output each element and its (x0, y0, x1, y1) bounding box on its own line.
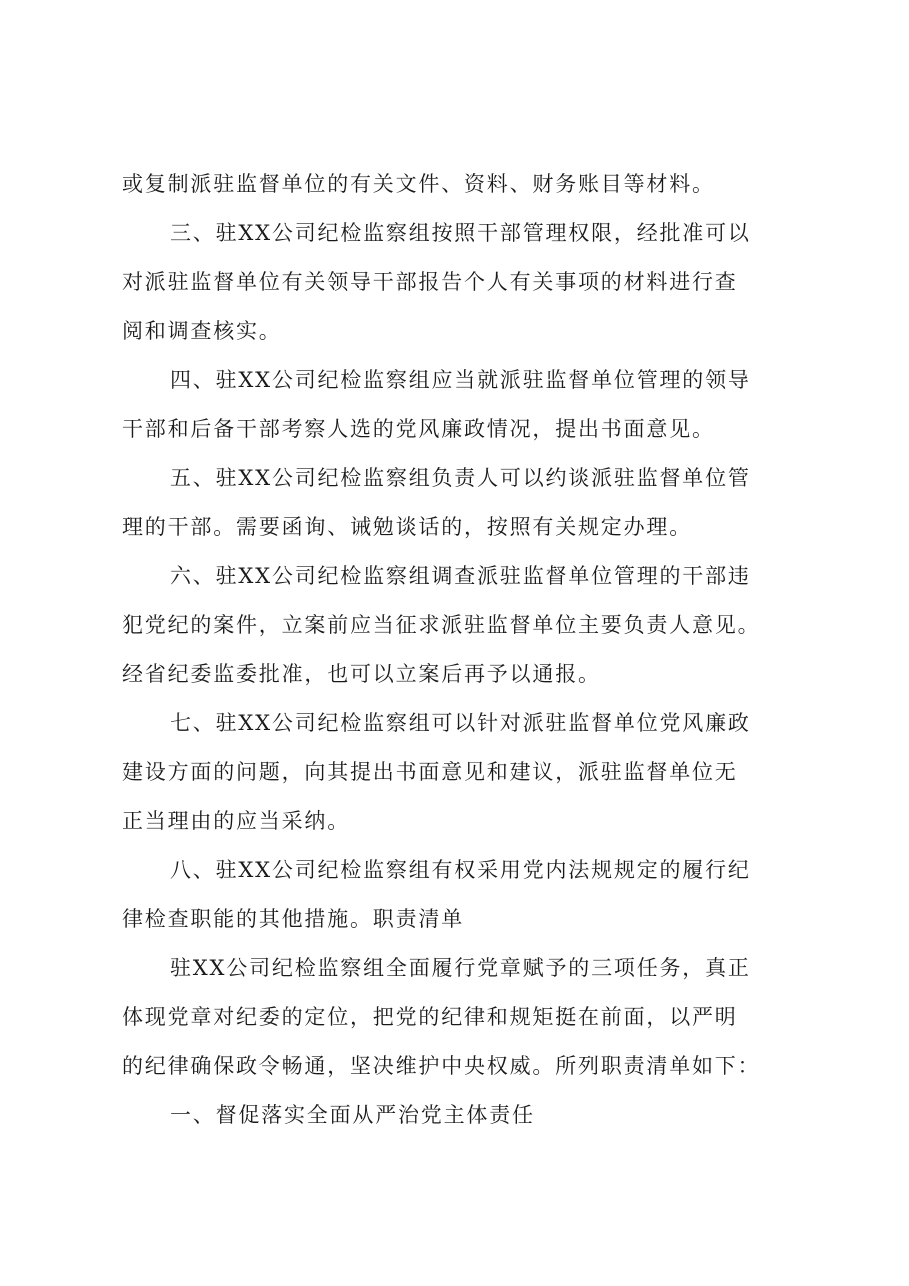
text-line: 律检查职能的其他措施。职责清单 (122, 907, 464, 931)
text-line: 的纪律确保政令畅通，坚决维护中央权威。所列职责清单如下： (122, 1054, 761, 1078)
text-line: 体现党章对纪委的定位，把党的纪律和规矩挺在前面，以严明 (122, 1005, 738, 1029)
paragraph-item-4 (122, 356, 794, 454)
paragraph-item-5 (122, 454, 794, 552)
section-heading-1 (122, 1091, 794, 1140)
text-line: 一、督促落实全面从严治党主体责任 (170, 1103, 535, 1127)
text-line: 建设方面的问题，向其提出书面意见和建议，派驻监督单位无 (122, 760, 738, 784)
text-line: 三、驻XX公司纪检监察组按照干部管理权限，经批准可以 (170, 221, 751, 245)
text-line: 经省纪委监委批准，也可以立案后再予以通报。 (122, 662, 601, 686)
text-line: 五、驻XX公司纪检监察组负责人可以约谈派驻监督单位管 (170, 466, 751, 490)
text-line: 犯党纪的案件，立案前应当征求派驻监督单位主要负责人意见。 (122, 613, 761, 637)
text-line: 对派驻监督单位有关领导干部报告个人有关事项的材料进行查 (122, 270, 738, 294)
paragraph-continuation (122, 160, 794, 209)
text-line: 正当理由的应当采纳。 (122, 809, 350, 833)
paragraph-duties-intro (122, 944, 794, 1091)
text-line: 理的干部。需要函询、诫勉谈话的，按照有关规定办理。 (122, 515, 692, 539)
text-line: 或复制派驻监督单位的有关文件、资料、财务账目等材料。 (122, 172, 715, 196)
text-line: 干部和后备干部考察人选的党风廉政情况，提出书面意见。 (122, 417, 715, 441)
text-line: 驻XX公司纪检监察组全面履行党章赋予的三项任务，真正 (170, 956, 751, 980)
paragraph-item-6 (122, 552, 794, 699)
text-line: 四、驻XX公司纪检监察组应当就派驻监督单位管理的领导 (170, 368, 751, 392)
text-line: 六、驻XX公司纪检监察组调查派驻监督单位管理的干部违 (170, 564, 751, 588)
document-body (122, 160, 794, 1140)
paragraph-item-8 (122, 846, 794, 944)
text-line: 阅和调查核实。 (122, 319, 282, 343)
text-line: 七、驻XX公司纪检监察组可以针对派驻监督单位党风廉政 (170, 711, 751, 735)
paragraph-item-7 (122, 699, 794, 846)
paragraph-item-3 (122, 209, 794, 356)
text-line: 八、驻XX公司纪检监察组有权采用党内法规规定的履行纪 (170, 858, 751, 882)
